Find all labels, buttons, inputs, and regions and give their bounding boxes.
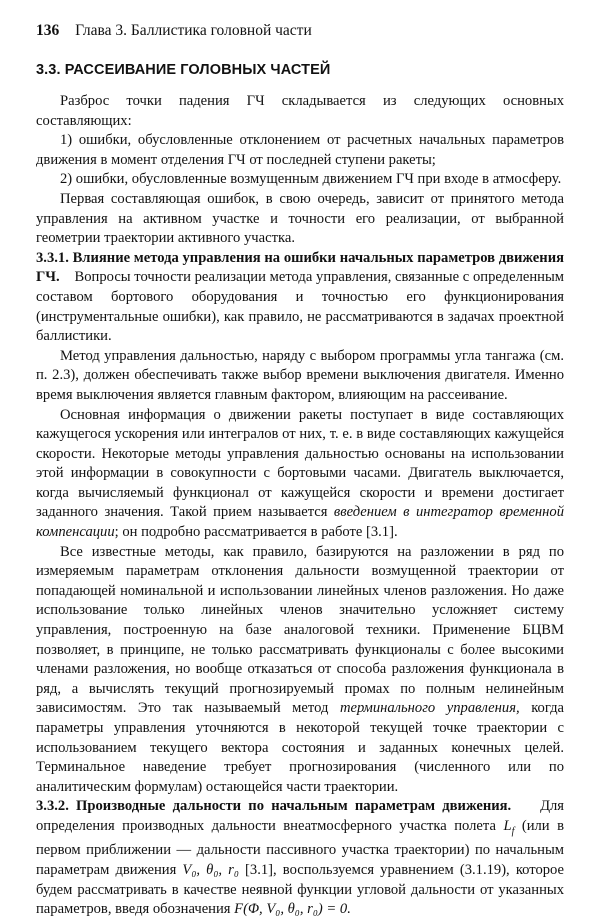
symbol-lf: $L_f$ bbox=[503, 817, 515, 837]
intro-paragraph: Разброс точки падения ГЧ складывается из следующих основных составляющих: bbox=[36, 93, 564, 129]
subsection-3-3-2-part-c: [3.1], воспользуемся уравнением (3.1.19), которое будем рассматривать в качестве неявной функции угловой дальности от указанных параметров, введя обозначения bbox=[36, 862, 565, 918]
term-terminal-control: терминального управления, bbox=[339, 700, 520, 717]
paragraph-information-part2: ; он подробно рассматривается в работе [3.1]. bbox=[114, 524, 398, 541]
subsection-3-3-1-text: Вопросы точности реализации метода управления, связанные с определенным составом бортового оборудования и точностью его функционирования (инструментальные ошибки), как правило, не рассматриваются в задачах проектной баллистики. bbox=[36, 269, 564, 345]
subsection-3-3-2 bbox=[36, 797, 564, 919]
subsection-3-3-2-part-a: Для определения производных дальности внеатмосферного участка полета bbox=[36, 798, 565, 834]
main-text bbox=[36, 92, 564, 920]
chapter-title: Глава 3. Баллистика головной части bbox=[75, 22, 312, 39]
paragraph-first-component: Первая составляющая ошибок, в свою очередь, зависит от принятого метода управления на активном участке и точности его реализации, от выбранной геометрии траектории активного участка. bbox=[36, 190, 564, 247]
term-time-compensation: введением в интегратор временной компенсации bbox=[36, 504, 565, 541]
formula-implicit-function: F(Φ, V₀, θ₀, r₀) = 0. bbox=[234, 901, 351, 918]
list-item-2: 2) ошибки, обусловленные возмущенным движением ГЧ при входе в атмосферу. bbox=[60, 171, 562, 188]
page-number: 136 bbox=[36, 22, 60, 39]
paragraph-methods-part2: когда параметры управления уточняются в некоторой текущей точке траектории с использованием текущего вектора состояния и заданных конечных целей. Терминальное наведение требует прогнозирования (численного или по аналитическим формулам) остающейся части траектории. bbox=[36, 700, 564, 795]
subsection-3-3-2-heading: 3.3.2. Производные дальности по начальным параметрам движения. bbox=[36, 798, 512, 815]
symbol-params: V₀, θ₀, r₀ bbox=[182, 862, 239, 879]
paragraph-methods-part1: Все известные методы, как правило, базируются на разложении в ряд по измеряемым параметрам отклонения дальности возмущенной траектории от попадающей номинальной и использовании линейных членов разложения. Но даже использование только линейных членов значительно усложняет систему управления, построенную на базе аналоговой техники. Применение БЦВМ позволяет, в принципе, не только рассматривать функционалы с более высокими членами разложения, но вообще отказаться от способа разложения функционала в ряд, а вычислять текущий прогнозируемый промах по полным нелинейным зависимостям. Это так называемый метод bbox=[36, 543, 564, 717]
paragraph-methods bbox=[36, 543, 564, 798]
subsection-3-3-1-heading: 3.3.1. Влияние метода управления на ошибки начальных параметров движения ГЧ. bbox=[36, 249, 564, 286]
subsection-3-3-1 bbox=[36, 249, 564, 347]
list-item-1: 1) ошибки, обусловленные отклонением от расчетных начальных параметров движения в момент отделения ГЧ от последней ступени ракеты; bbox=[36, 132, 564, 168]
running-header bbox=[36, 22, 312, 40]
paragraph-information-part1: Основная информация о движении ракеты поступает в виде составляющих кажущегося ускорения или интегралов от них, т. е. в виде составляющих кажущейся скорости. Некоторые методы управления дальностью основаны на использовании этой информации в совокупности с бортовыми часами. Двигатель выключается, когда вычисляемый функционал от кажущейся скорости и времени достигает заданного значения. Такой прием называется bbox=[36, 406, 564, 521]
subsection-3-3-2-part-b: (или в первом приближении — дальности пассивного участка траектории) по начальным параметрам движения bbox=[36, 817, 564, 879]
paragraph-information bbox=[36, 406, 564, 543]
section-heading: 3.3. РАССЕИВАНИЕ ГОЛОВНЫХ ЧАСТЕЙ bbox=[36, 62, 331, 78]
paragraph-range-control: Метод управления дальностью, наряду с выбором программы угла тангажа (см. п. 2.3), должен обеспечивать также выбор времени выключения двигателя. Именно время выключения является главным фактором, влияющим на рассеивание. bbox=[36, 347, 564, 403]
